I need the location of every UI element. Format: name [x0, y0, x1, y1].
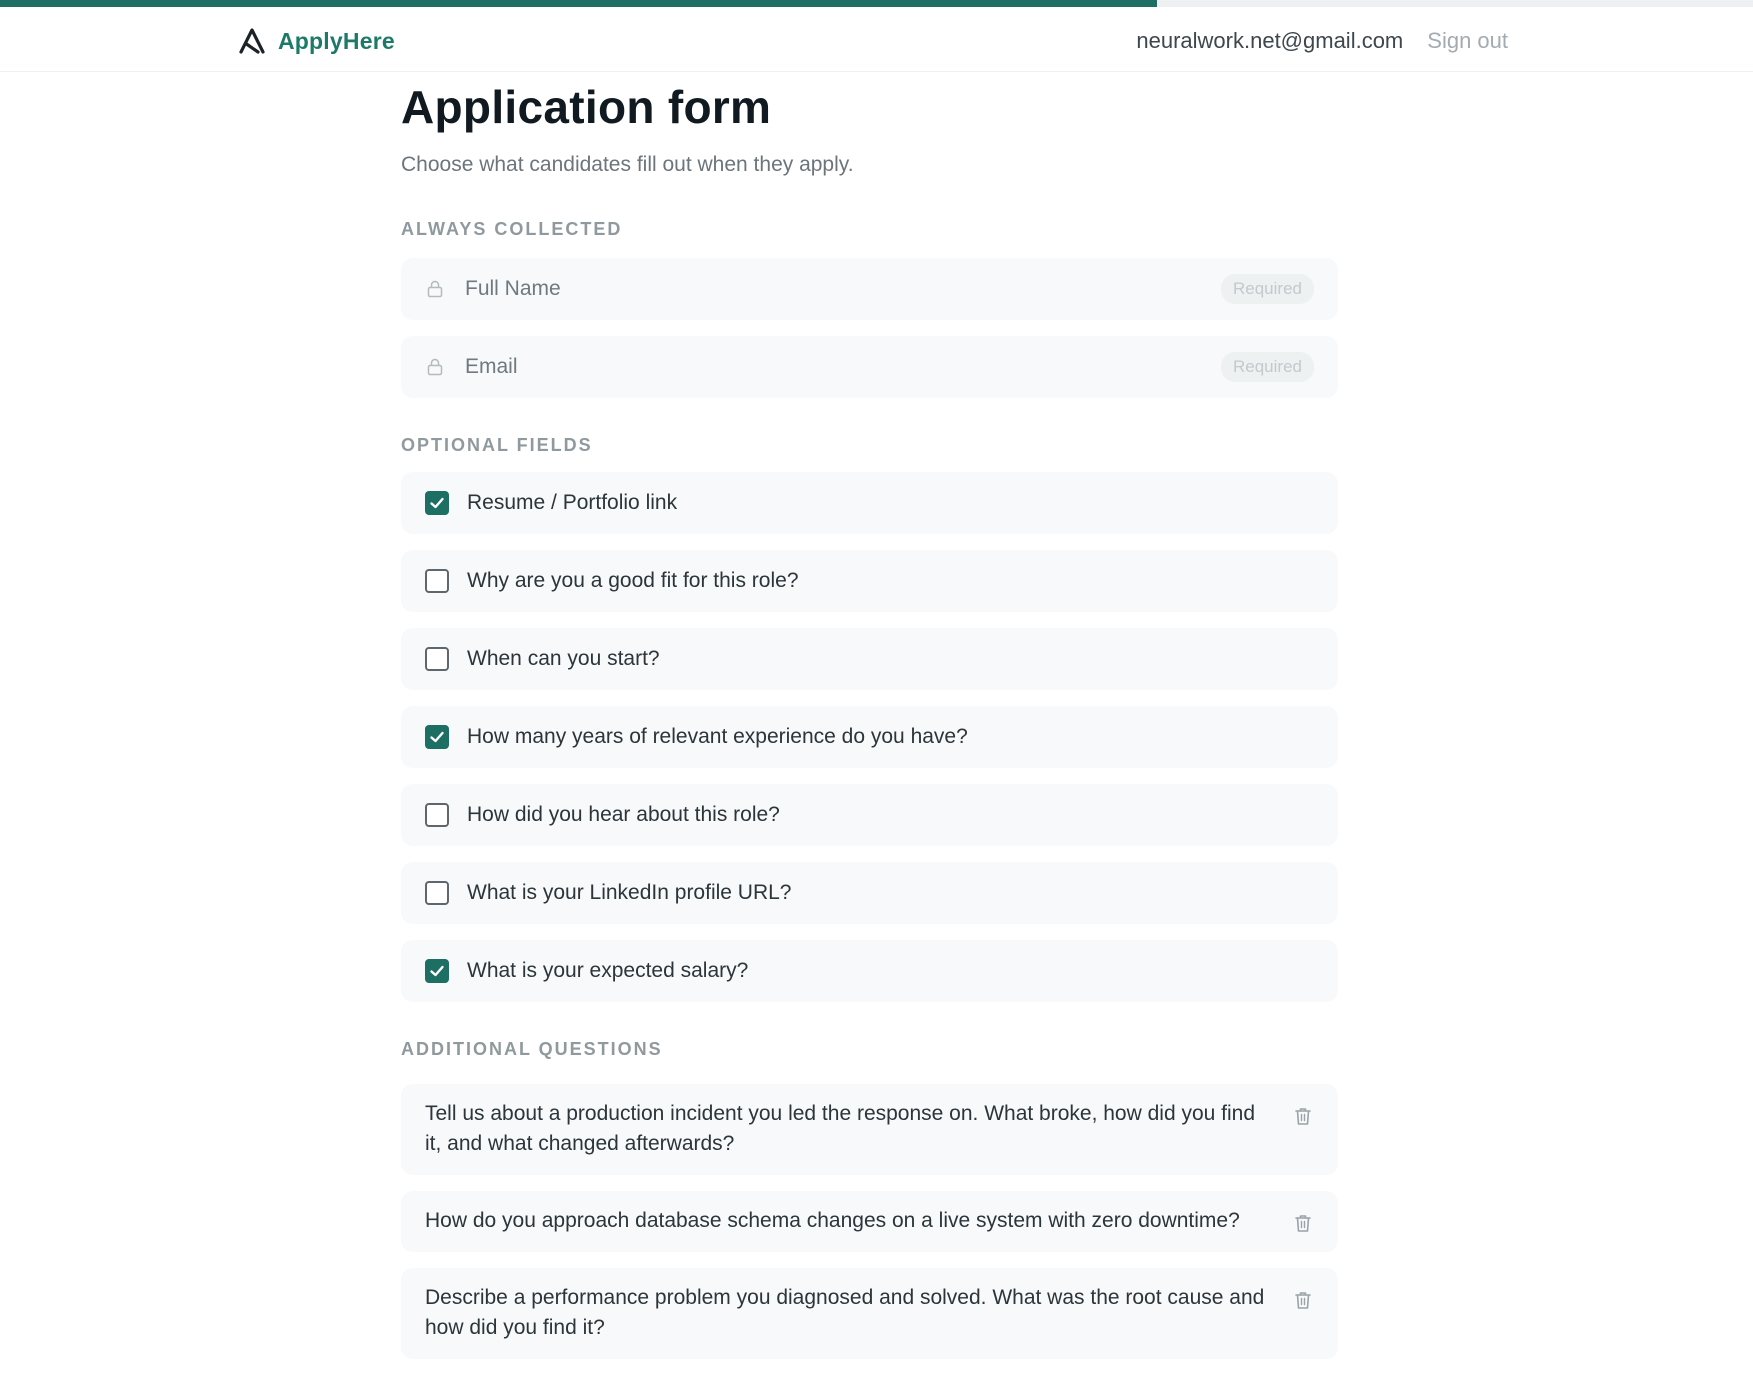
page-subtitle: Choose what candidates fill out when they apply. [401, 153, 854, 176]
brand[interactable] [238, 23, 395, 59]
section-label-additional-questions: ADDITIONAL QUESTIONS [401, 1039, 663, 1059]
checkbox[interactable] [425, 647, 449, 671]
optional-field-label: Resume / Portfolio link [467, 491, 678, 514]
optional-field-row[interactable] [401, 862, 1338, 924]
user-email: neuralwork.net@gmail.com [1136, 28, 1404, 53]
user-area [1136, 23, 1508, 59]
optional-field-label: What is your LinkedIn profile URL? [467, 881, 792, 904]
apply-logo-icon [238, 27, 266, 55]
lock-icon [425, 279, 445, 299]
sign-out-link[interactable]: Sign out [1427, 28, 1508, 53]
optional-field-row[interactable] [401, 784, 1338, 846]
checkbox[interactable] [425, 959, 449, 983]
trash-icon[interactable] [1292, 1212, 1314, 1234]
lock-icon [425, 357, 445, 377]
additional-question-card [401, 1191, 1338, 1252]
checkbox[interactable] [425, 569, 449, 593]
optional-field-row[interactable] [401, 940, 1338, 1002]
additional-question-card [401, 1268, 1338, 1359]
main-content [401, 80, 1338, 1359]
optional-field-label: What is your expected salary? [467, 959, 749, 982]
additional-question-text: Tell us about a production incident you led the response on. What broke, how did you find it, and what changed afterwards? [425, 1102, 1256, 1155]
check-icon [428, 962, 446, 980]
locked-field-label: Email [465, 355, 518, 378]
checkbox[interactable] [425, 491, 449, 515]
optional-field-label: Why are you a good fit for this role? [467, 569, 799, 592]
additional-question-text: How do you approach database schema changes on a live system with zero downtime? [425, 1209, 1240, 1232]
optional-field-row[interactable] [401, 706, 1338, 768]
optional-field-row[interactable] [401, 628, 1338, 690]
additional-question-card [401, 1084, 1338, 1175]
page-title: Application form [401, 81, 772, 133]
top-progress-bar [0, 0, 1753, 7]
locked-field-full-name [401, 258, 1338, 320]
checkbox[interactable] [425, 881, 449, 905]
locked-field-label: Full Name [465, 277, 561, 300]
additional-question-text: Describe a performance problem you diagnosed and solved. What was the root cause and how did you find it? [425, 1286, 1265, 1339]
checkbox[interactable] [425, 803, 449, 827]
checkbox[interactable] [425, 725, 449, 749]
optional-field-label: How did you hear about this role? [467, 803, 780, 826]
check-icon [428, 494, 446, 512]
trash-icon[interactable] [1292, 1289, 1314, 1311]
brand-name: ApplyHere [278, 27, 395, 54]
optional-fields-list [401, 472, 1338, 1002]
section-label-optional-fields: OPTIONAL FIELDS [401, 435, 593, 455]
top-navigation-bar [0, 7, 1753, 72]
required-badge: Required [1221, 352, 1314, 382]
section-label-always-collected: ALWAYS COLLECTED [401, 219, 623, 239]
locked-field-email [401, 336, 1338, 398]
top-progress-fill [0, 0, 1157, 7]
optional-field-row[interactable] [401, 550, 1338, 612]
required-badge: Required [1221, 274, 1314, 304]
optional-field-row[interactable] [401, 472, 1338, 534]
trash-icon[interactable] [1292, 1105, 1314, 1127]
optional-field-label: When can you start? [467, 647, 660, 670]
optional-field-label: How many years of relevant experience do you have? [467, 725, 968, 748]
check-icon [428, 728, 446, 746]
